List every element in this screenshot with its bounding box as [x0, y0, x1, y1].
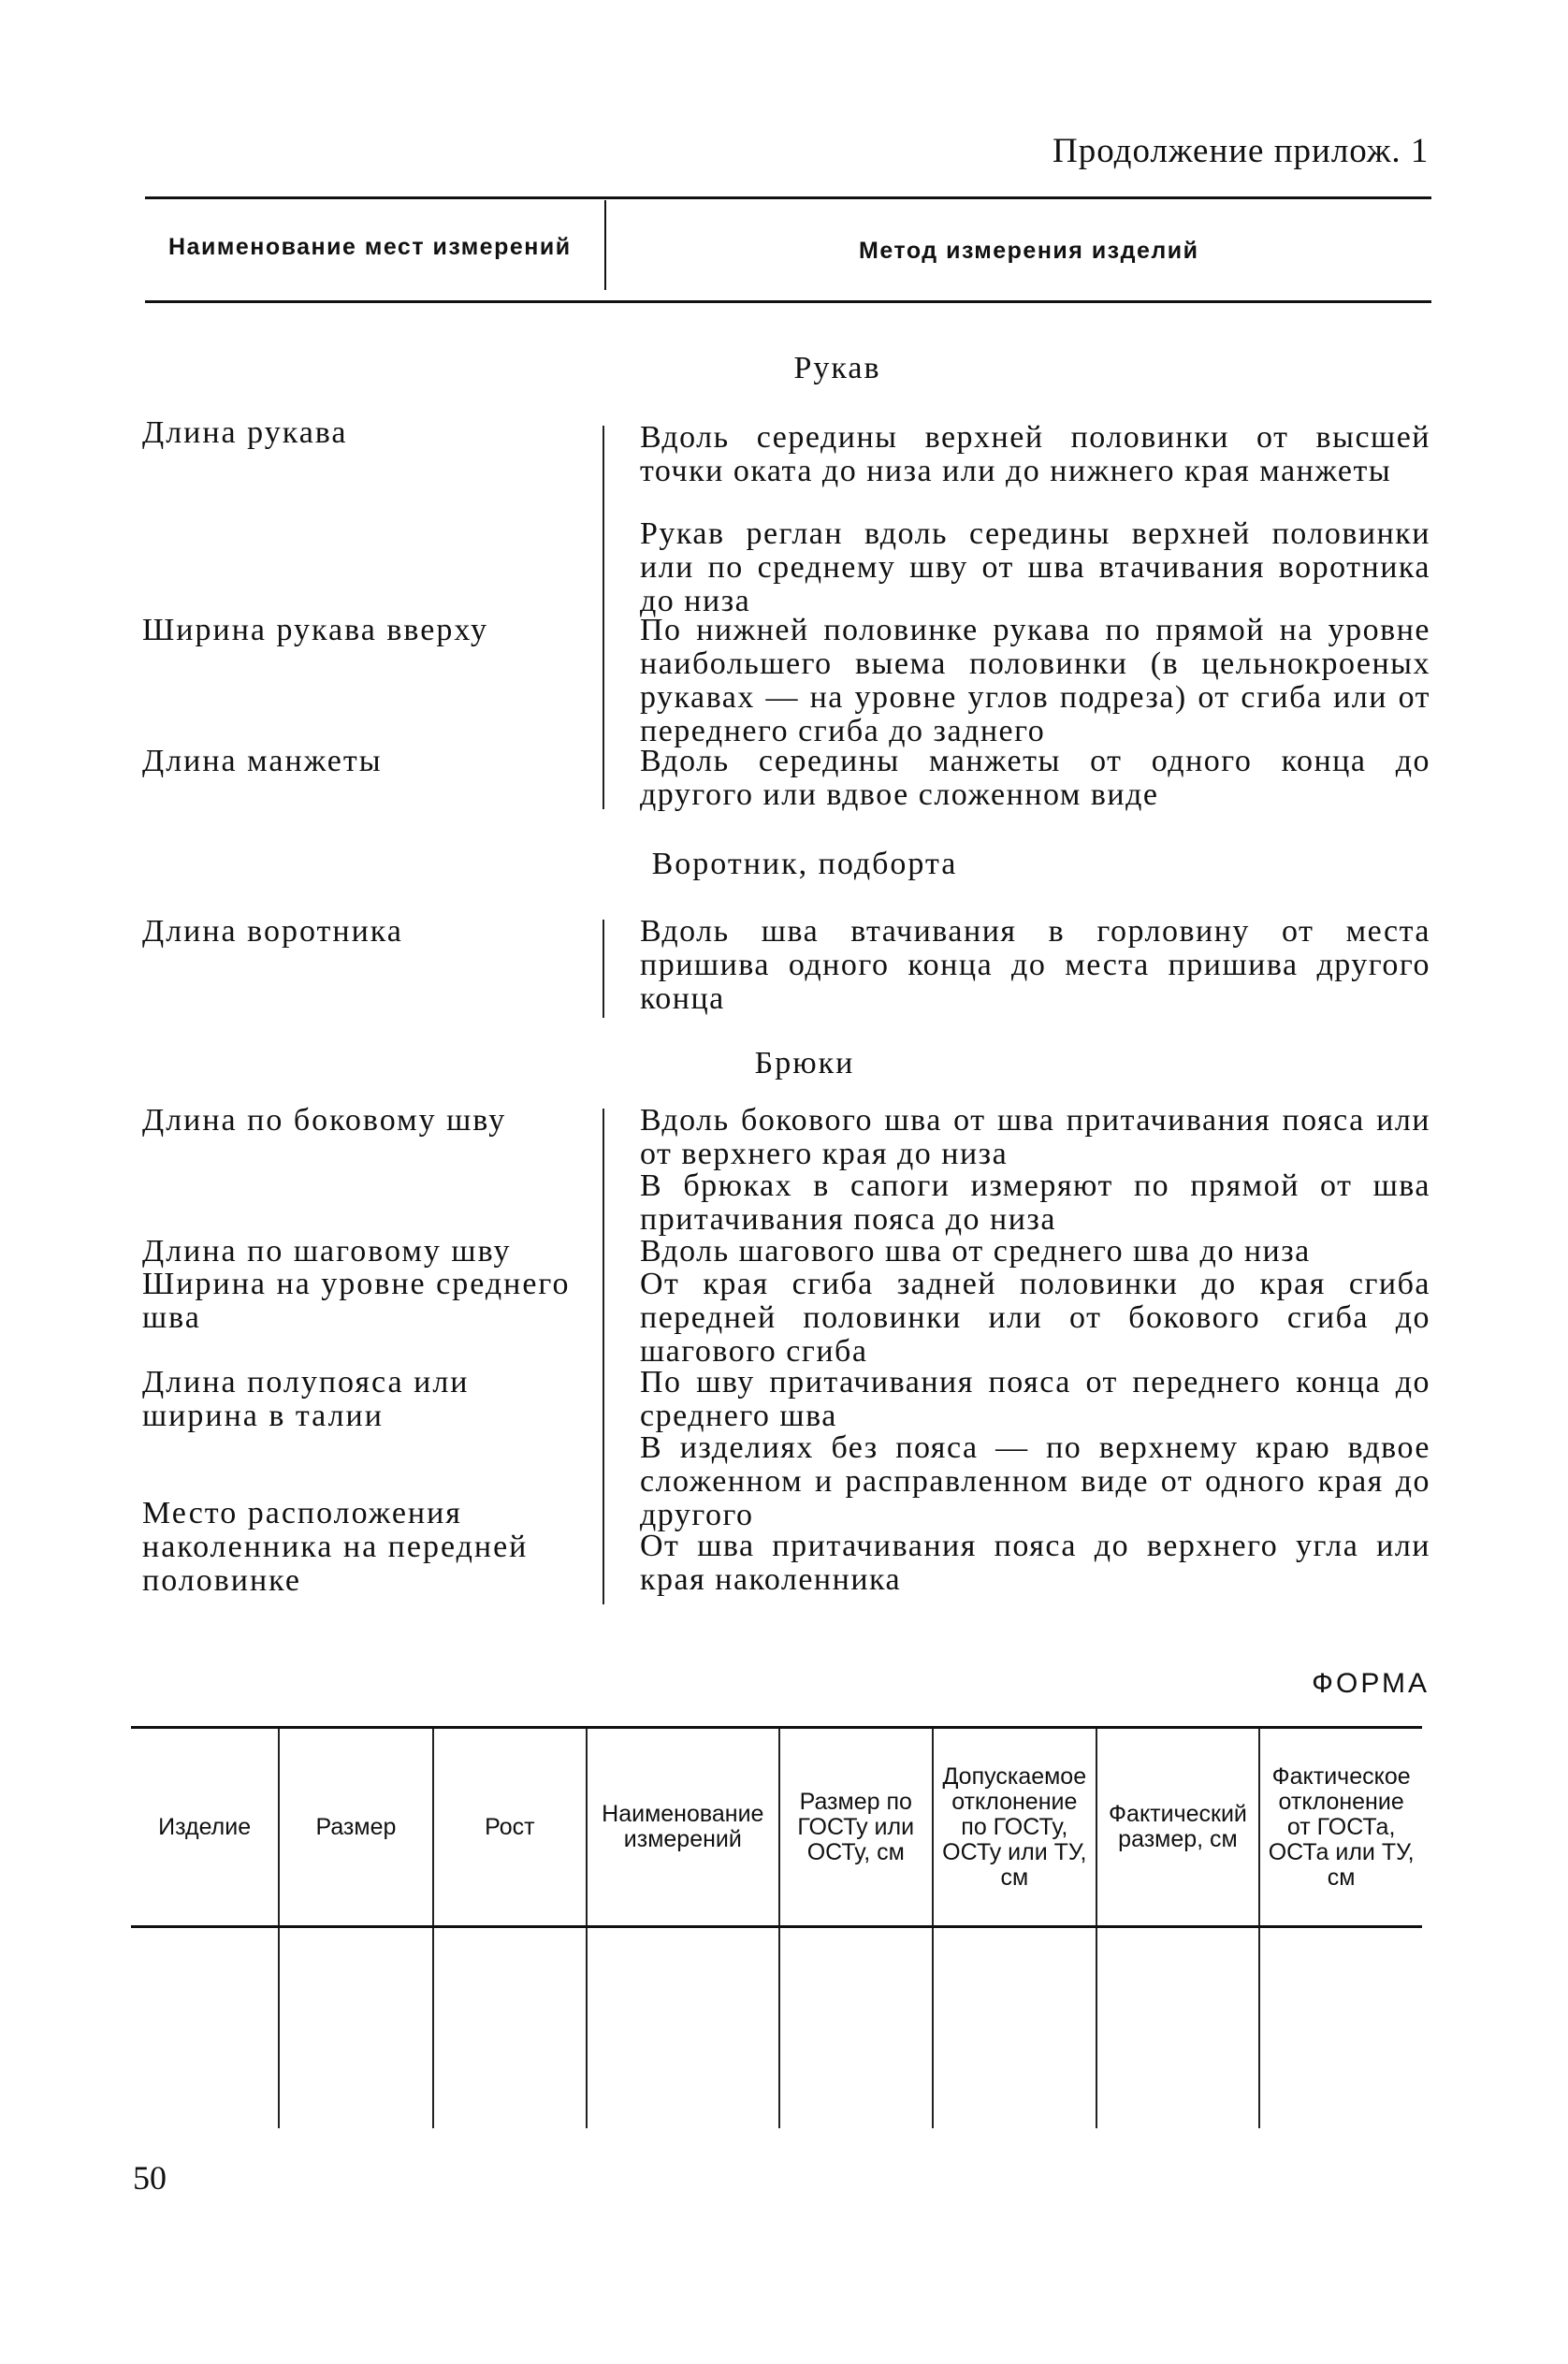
measurement-method: Рукав реглан вдоль середины верхней половинки или по среднему шву от шва втачивания воротника до низа	[640, 516, 1430, 618]
form-label: ФОРМА	[1312, 1668, 1430, 1699]
measurement-method: По нижней половинке рукава по прямой на уровне наибольшего выема половинки (в цельнокроеных рукавах — на уровне углов подреза) от сгиба или от переднего сгиба до заднего	[640, 613, 1430, 748]
measurement-place: Место расположения наколенника на передней половинке	[142, 1496, 529, 1598]
section-title-sleeve: Рукав	[793, 351, 881, 385]
measurement-place: Длина воротника	[142, 914, 403, 949]
column-header-divider	[604, 200, 606, 290]
form-cell[interactable]	[131, 1927, 279, 2129]
measurement-place: Длина полупояса или ширина в талии	[142, 1365, 470, 1433]
measurement-method: По шву притачивания пояса от переднего конца до среднего шва	[640, 1365, 1430, 1433]
form-header-cell: Допускаемое отклонение по ГОСТу, ОСТу или ТУ, см	[933, 1728, 1096, 1927]
form-header-cell: Размер	[279, 1728, 432, 1927]
form-cell[interactable]	[1096, 1927, 1260, 2129]
form-header-row	[131, 1728, 1422, 1927]
form-header-cell: Изделие	[131, 1728, 279, 1927]
measurement-place: Длина манжеты	[142, 744, 383, 778]
measurement-place: Ширина на уровне среднего шва	[142, 1267, 571, 1335]
continuation-note: Продолжение прилож. 1	[1053, 132, 1430, 170]
measurement-method: От края сгиба задней половинки до края сгиба передней половинки или от бокового сгиба до шагового сгиба	[640, 1267, 1430, 1369]
measurement-method: Вдоль шагового шва от среднего шва до низа	[640, 1234, 1311, 1269]
page-number: 50	[133, 2159, 167, 2197]
form-header-cell: Фактический размер, см	[1096, 1728, 1260, 1927]
measurement-place: Ширина рукава вверху	[142, 613, 489, 647]
measurement-method: Вдоль середины манжеты от одного конца до другого или вдвое сложенном виде	[640, 744, 1430, 812]
form-cell[interactable]	[933, 1927, 1096, 2129]
form-cell[interactable]	[1259, 1927, 1422, 2129]
form-cell[interactable]	[587, 1927, 779, 2129]
measurement-method: Вдоль бокового шва от шва притачивания пояса или от верхнего края до низа	[640, 1103, 1430, 1171]
section-title-trousers: Брюки	[754, 1046, 855, 1080]
form-header-cell: Фактическое отклонение от ГОСТа, ОСТа или ТУ, см	[1259, 1728, 1422, 1927]
form-header-cell: Рост	[433, 1728, 587, 1927]
column-header-method: Метод измерения изделий	[859, 238, 1199, 264]
form-header-cell: Размер по ГОСТу или ОСТу, см	[779, 1728, 933, 1927]
measurement-method: Вдоль шва втачивания в горловину от места пришива одного конца до места пришива другого конца	[640, 914, 1430, 1016]
form-cell[interactable]	[779, 1927, 933, 2129]
column-header-place: Наименование мест измерений	[168, 234, 572, 260]
form-cell[interactable]	[433, 1927, 587, 2129]
section-title-collar: Воротник, подборта	[651, 847, 958, 881]
column-divider	[603, 920, 604, 1018]
form-cell[interactable]	[279, 1927, 432, 2129]
measurement-method: Вдоль середины верхней половинки от высшей точки оката до низа или до нижнего края манжеты	[640, 420, 1430, 488]
column-divider	[603, 1109, 604, 1604]
column-divider	[603, 426, 604, 809]
measurement-place: Длина рукава	[142, 415, 348, 450]
header-top-rule	[145, 196, 1431, 199]
header-bottom-rule	[145, 300, 1431, 303]
measurement-method: В изделиях без пояса — по верхнему краю вдвое сложенном и расправленном виде от одного края до другого	[640, 1430, 1430, 1532]
form-header-cell: Наименование измерений	[587, 1728, 779, 1927]
form-empty-row	[131, 1927, 1422, 2129]
measurement-form-table	[131, 1726, 1422, 2128]
measurement-method: В брюках в сапоги измеряют по прямой от шва притачивания пояса до низа	[640, 1168, 1430, 1237]
measurement-place: Длина по шаговому шву	[142, 1234, 512, 1269]
measurement-place: Длина по боковому шву	[142, 1103, 507, 1138]
measurement-method: От шва притачивания пояса до верхнего угла или края наколенника	[640, 1529, 1430, 1597]
